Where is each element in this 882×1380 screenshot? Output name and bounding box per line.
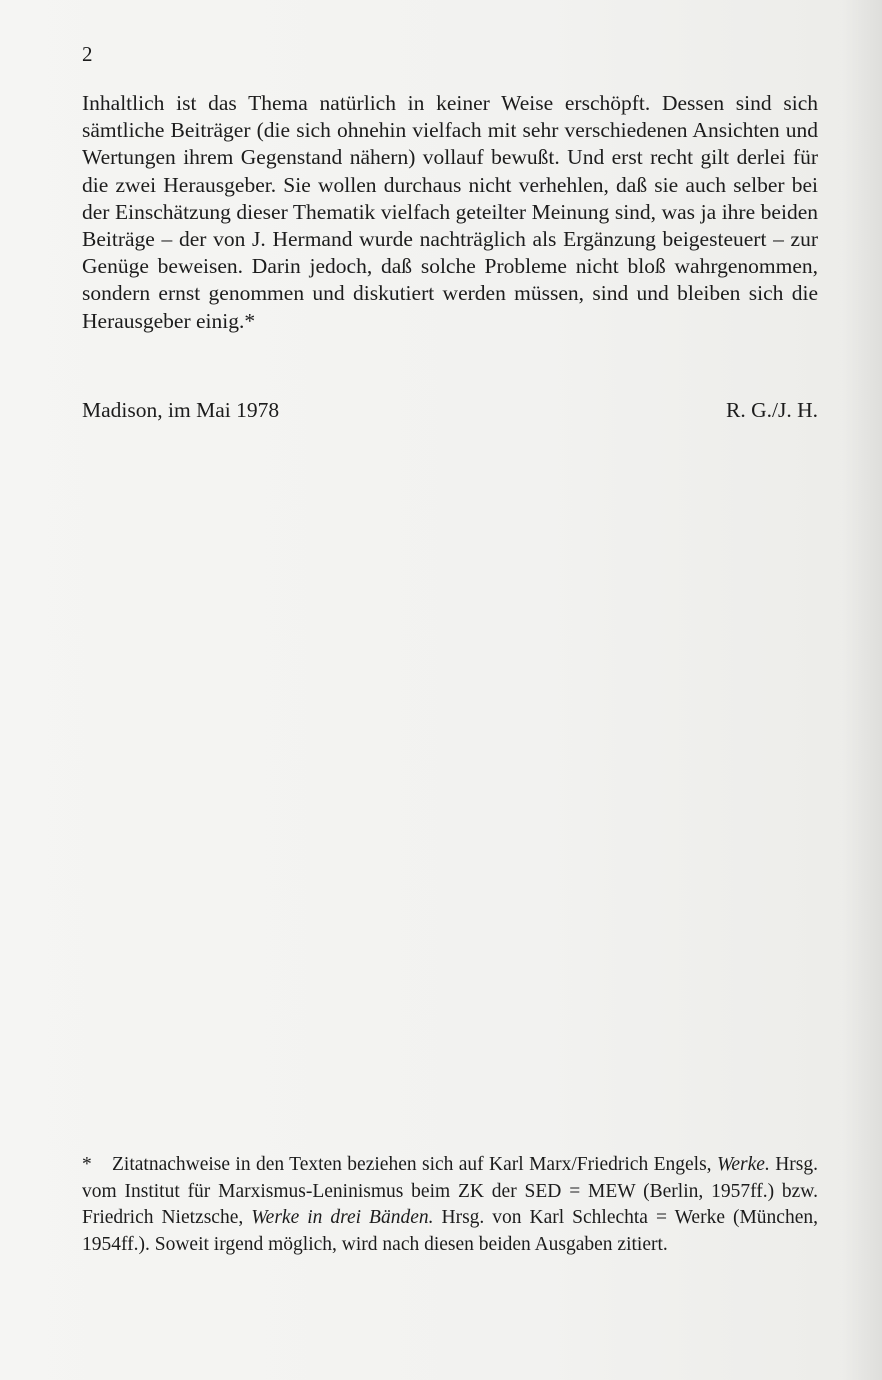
page-edge-shadow <box>842 0 882 1380</box>
footnote-marker: * <box>82 1154 92 1175</box>
signature-line <box>82 396 818 424</box>
footnote <box>82 1152 818 1258</box>
footnote-text-3: Hrsg. von Karl Schlechta = Werke (München, 1954ff.). Soweit irgend möglich, wird nach diesen beiden Ausgaben zitiert. <box>82 1207 818 1255</box>
page-number: 2 <box>82 42 93 66</box>
footnote-text-2: Hrsg. vom Institut für Marxismus-Leninismus beim ZK der SED = MEW (Berlin, 1957ff.) bzw. Friedrich Nietzsche, <box>82 1154 818 1228</box>
body-text <box>82 90 818 335</box>
place-date: Madison, im Mai 1978 <box>82 398 280 422</box>
footnote-work-marx-engels: Werke. <box>716 1154 770 1175</box>
footnote-text-1: Zitatnachweise in den Texten beziehen sich auf Karl Marx/Friedrich Engels, <box>112 1154 717 1175</box>
body-paragraph: Inhaltlich ist das Thema natürlich in keiner Weise erschöpft. Dessen sind sich sämtliche Beiträger (die sich ohnehin vielfach mit sehr verschiedenen Ansichten und Wertungen ihrem Gegenstand nähern) vollauf bewußt. Und erst recht gilt derlei für die zwei Herausgeber. Sie wollen durchaus nicht verhehlen, daß sie auch selber bei der Einschätzung dieser Thematik vielfach geteilter Meinung sind, was ja ihre beiden Beiträge – der von J. Hermand wurde nachträglich als Ergänzung beigesteuert – zur Genüge beweisen. Darin jedoch, daß solche Probleme nicht bloß wahrgenommen, sondern ernst genommen und diskutiert werden müssen, sind und bleiben sich die Herausgeber einig.* <box>82 91 818 333</box>
editor-initials: R. G./J. H. <box>726 398 818 422</box>
footnote-work-nietzsche: Werke in drei Bänden. <box>251 1207 434 1228</box>
footnote-paragraph <box>82 1152 818 1258</box>
